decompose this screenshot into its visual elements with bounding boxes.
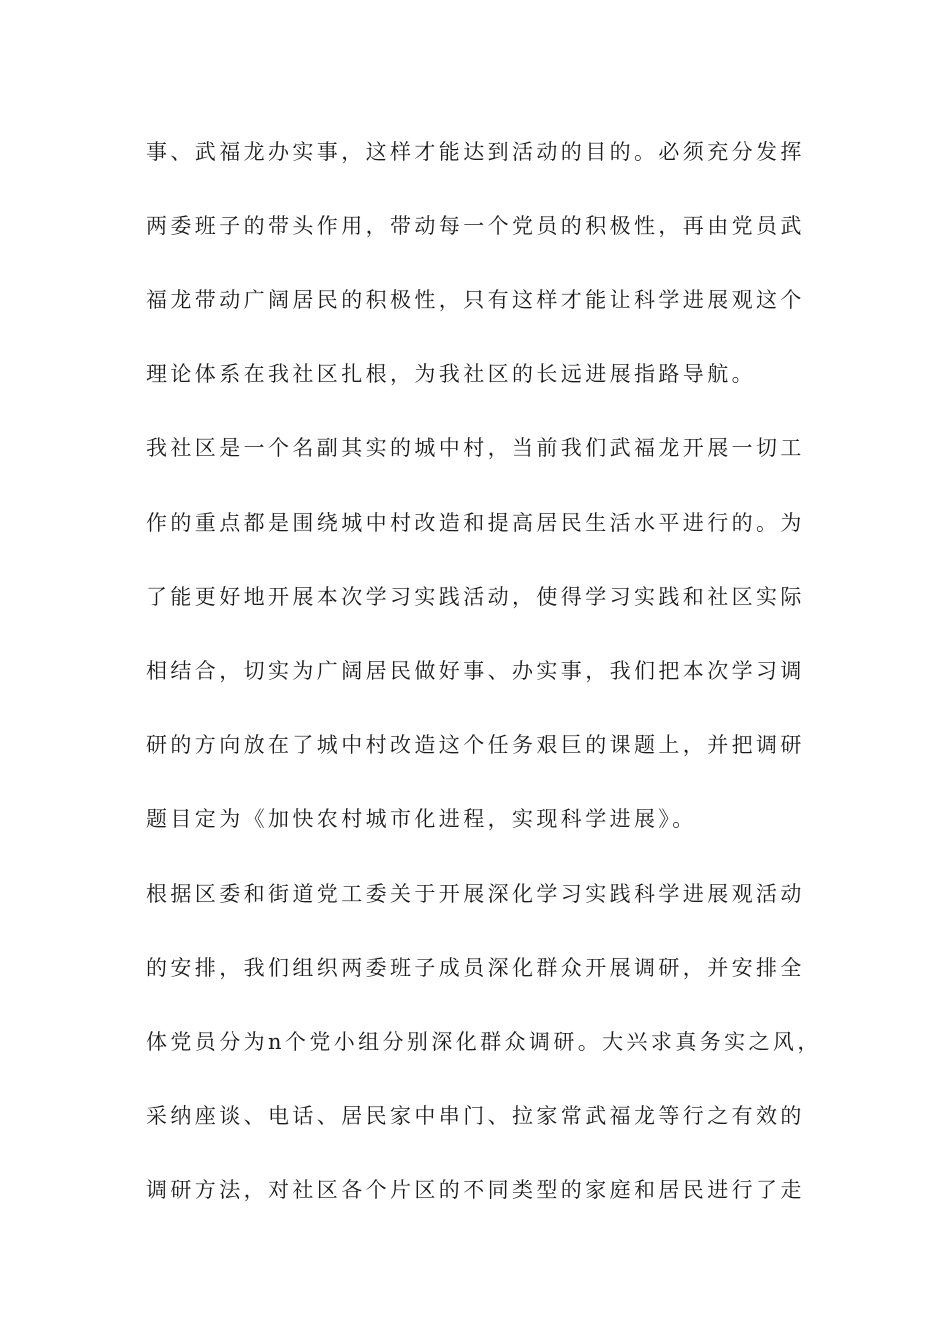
text-line: 研的方向放在了城中村改造这个任务艰巨的课题上，并把调研 xyxy=(146,733,805,757)
text-line: 体党员分为n个党小组分别深化群众调研。大兴求真务实之风， xyxy=(146,1030,822,1054)
text-line: 调研方法，对社区各个片区的不同类型的家庭和居民进行了走 xyxy=(146,1178,805,1202)
text-line: 福龙带动广阔居民的积极性，只有这样才能让科学进展观这个 xyxy=(146,288,805,312)
text-line: 相结合，切实为广阔居民做好事、办实事，我们把本次学习调 xyxy=(146,659,805,683)
text-line: 了能更好地开展本次学习实践活动，使得学习实践和社区实际 xyxy=(146,585,805,609)
text-line: 根据区委和街道党工委关于开展深化学习实践科学进展观活动 xyxy=(146,882,805,906)
text-line: 我社区是一个名副其实的城中村，当前我们武福龙开展一切工 xyxy=(146,436,805,460)
text-line: 两委班子的带头作用，带动每一个党员的积极性，再由党员武 xyxy=(146,214,805,238)
text-line: 理论体系在我社区扎根，为我社区的长远进展指路导航。 xyxy=(146,362,756,386)
text-line: 作的重点都是围绕城中村改造和提高居民生活水平进行的。为 xyxy=(146,511,805,535)
text-line: 事、武福龙办实事，这样才能达到活动的目的。必须充分发挥 xyxy=(146,140,805,164)
text-line: 题目定为《加快农村城市化进程，实现科学进展》。 xyxy=(146,807,697,831)
text-line: 采纳座谈、电话、居民家中串门、拉家常武福龙等行之有效的 xyxy=(146,1104,805,1128)
text-line: 的安排，我们组织两委班子成员深化群众开展调研，并安排全 xyxy=(146,956,805,980)
